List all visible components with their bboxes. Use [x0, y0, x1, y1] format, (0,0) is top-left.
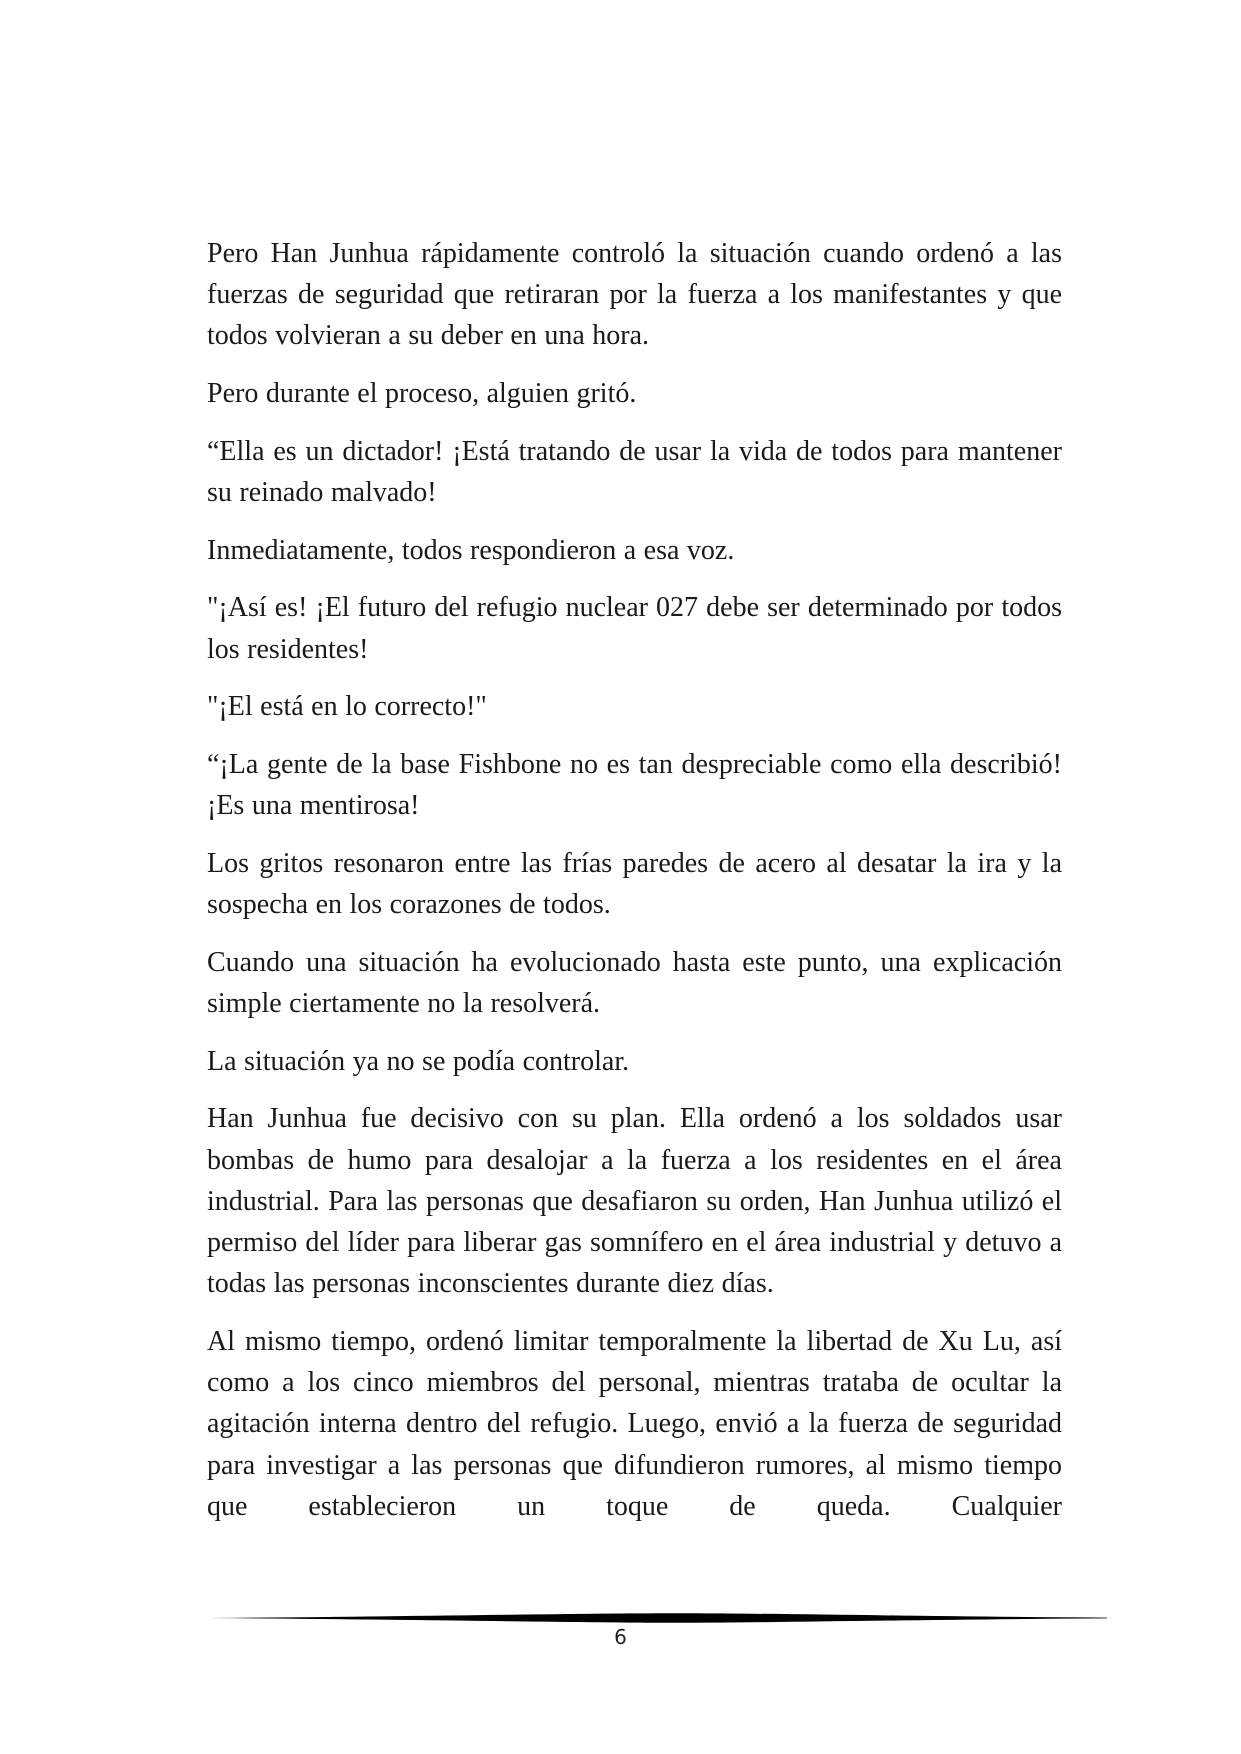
paragraph-10: La situación ya no se podía controlar.	[207, 1045, 630, 1077]
paragraph-3: “Ella es un dictador! ¡Está tratando de usar la vida de todos para mantener su reinado malvado!	[207, 435, 1062, 509]
paragraph-2: Pero durante el proceso, alguien gritó.	[207, 378, 637, 410]
paragraph-8: Los gritos resonaron entre las frías paredes de acero al desatar la ira y la sospecha en los corazones de todos.	[207, 847, 1062, 921]
page-number: 6	[614, 1625, 627, 1649]
paragraph-7: “¡La gente de la base Fishbone no es tan despreciable como ella describió! ¡Es una mentirosa!	[207, 749, 1062, 822]
paragraph-5: "¡Así es! ¡El futuro del refugio nuclear 027 debe ser determinado por todos los residentes!	[207, 592, 1062, 665]
paragraph-9: Cuando una situación ha evolucionado hasta este punto, una explicación simple ciertamente no la resolverá.	[207, 946, 1062, 1020]
paragraph-6: "¡El está en lo correcto!"	[207, 691, 487, 723]
paragraph-1: Pero Han Junhua rápidamente controló la situación cuando ordenó a las fuerzas de seguridad que retiraran por la fuerza a los manifestantes y que todos volvieran a su deber en una hora.	[207, 238, 1062, 352]
paragraph-11: Han Junhua fue decisivo con su plan. Ella ordenó a los soldados usar bombas de humo para desalojar a la fuerza a los residentes en el área industrial. Para las personas que desafiaron su orden, Han Junhua utilizó el permiso del líder para liberar gas somnífero en el área industrial y detuvo a todas las personas inconscientes durante diez días.	[207, 1103, 1062, 1300]
paragraph-4: Inmediatamente, todos respondieron a esa voz.	[207, 534, 735, 566]
page-body	[207, 233, 1062, 1543]
paragraph-12: Al mismo tiempo, ordenó limitar temporalmente la libertad de Xu Lu, así como a los cinco miembros del personal, mientras trataba de ocultar la agitación interna dentro del refugio. Luego, envió a la fuerza de seguridad para investigar a las personas que difundieron rumores, al mismo tiempo que establecieron un toque de queda. Cualquier	[207, 1325, 1062, 1522]
footer-divider	[207, 1612, 1107, 1624]
